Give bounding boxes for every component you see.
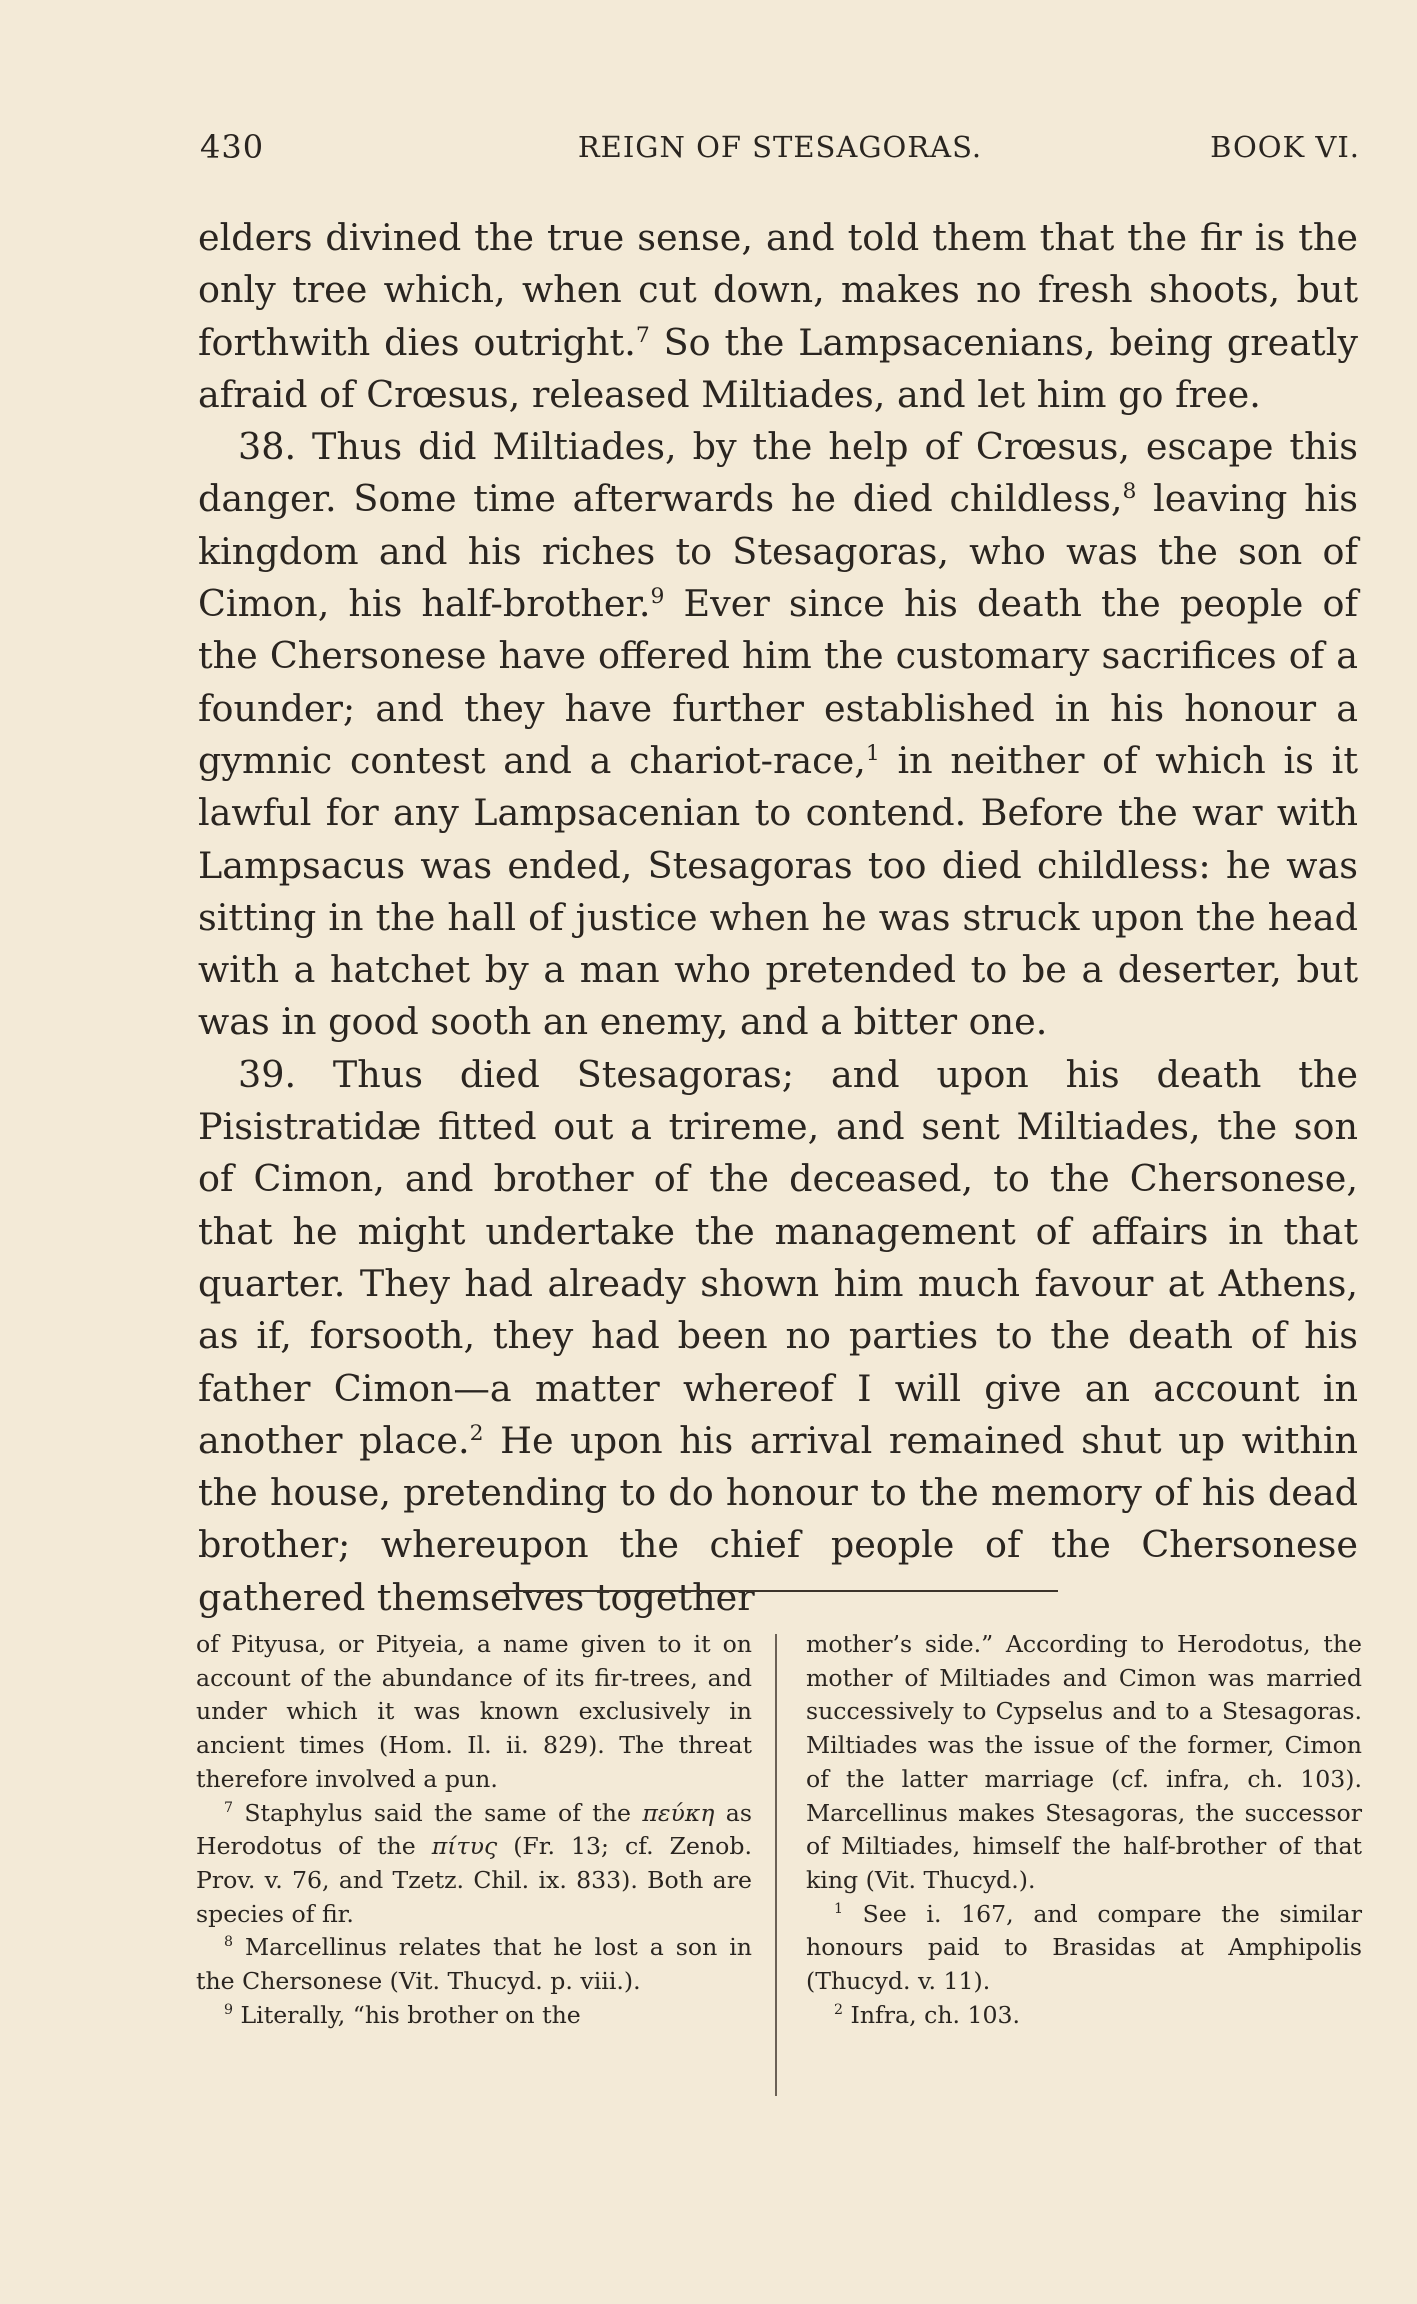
paragraph-continued: elders divined the true sense, and told them that the fir is the only tree which, when cut down, makes no fresh shoots, but forthwith dies outright.$^7$ So the Lampsacenians, being greatly afraid of Crœsus, released Miltiades, and let him go free. xyxy=(198,216,1358,416)
running-header xyxy=(200,128,1360,168)
running-title: REIGN OF STESAGORAS. xyxy=(577,130,983,164)
footnote-7: $^7$ Staphylus said the same of the πεύκη as Herodotus of the πίτυς (Fr. 13; cf. Zenob. Prov. v. 76, and Tzetz. Chil. ix. 833). Both are species of fir. xyxy=(196,1798,752,1928)
footnote-continued: of Pityusa, or Pityeia, a name given to it on account of the abundance of its fir-trees, and under which it was known exclusively in ancient times (Hom. Il. ii. 829). The threat therefore involved a pun. xyxy=(196,1630,752,1793)
footnote-9: $^9$ Literally, “his brother on the xyxy=(224,2000,581,2029)
footnote-rule xyxy=(498,1590,1058,1592)
footnote-9-continued: mother’s side.” According to Herodotus, the mother of Miltiades and Cimon was married successively to Cypselus and to a Stesagoras. Miltiades was the issue of the former, Cimon of the latter marriage (cf. infra, ch. 103). Marcellinus makes Stesagoras, the successor of Miltiades, himself the half-brother of that king (Vit. Thucyd.). xyxy=(806,1630,1362,1894)
footnote-ref: 7 xyxy=(635,322,650,348)
book-label: BOOK VI. xyxy=(1210,130,1360,164)
main-text xyxy=(198,212,1358,1624)
footnote-2: $^2$ Infra, ch. 103. xyxy=(834,2000,1021,2029)
footnotes-left-column xyxy=(196,1628,752,2032)
footnote-1: $^1$ See i. 167, and compare the similar honours paid to Brasidas at Amphipolis (Thucyd. v. 11). xyxy=(806,1899,1362,1996)
footnote-ref: 9 xyxy=(650,583,665,609)
footnote-column-divider xyxy=(775,1634,777,2096)
page-number: 430 xyxy=(200,128,265,166)
footnotes-right-column xyxy=(806,1628,1362,2032)
footnote-ref: 1 xyxy=(865,740,880,766)
paragraph-38: 38. Thus did Miltiades, by the help of Crœsus, escape this danger. Some time afterwards he died childless,$^8$ leaving his kingdom and his riches to Stesagoras, who was the son of Cimon, his half-brother.$^9$ Ever since his death the people of the Chersonese have offered him the customary sacrifices of a founder; and they have further established in his honour a gymnic contest and a chariot-race,$^1$ in neither of which is it lawful for any Lampsacenian to contend. Before the war with Lampsacus was ended, Stesagoras too died childless: he was sitting in the hall of justice when he was struck upon the head with a hatchet by a man who pretended to be a deserter, but was in good sooth an enemy, and a bitter one. xyxy=(198,425,1358,1044)
paragraph-39: 39. Thus died Stesagoras; and upon his death the Pisistratidæ fitted out a trireme, and sent Miltiades, the son of Cimon, and brother of the deceased, to the Chersonese, that he might undertake the management of affairs in that quarter. They had already shown him much favour at Athens, as if, forsooth, they had been no parties to the death of his father Cimon—a matter whereof I will give an account in another place.$^2$ He upon his arrival remained shut up within the house, pretending to do honour to the memory of his dead brother; whereupon the chief people of the Chersonese gathered themselves together xyxy=(198,1052,1359,1619)
footnote-ref: 8 xyxy=(1122,479,1137,505)
footnote-8: $^8$ Marcellinus relates that he lost a son in the Chersonese (Vit. Thucyd. p. viii.). xyxy=(196,1933,752,1996)
footnote-ref: 2 xyxy=(469,1420,484,1446)
